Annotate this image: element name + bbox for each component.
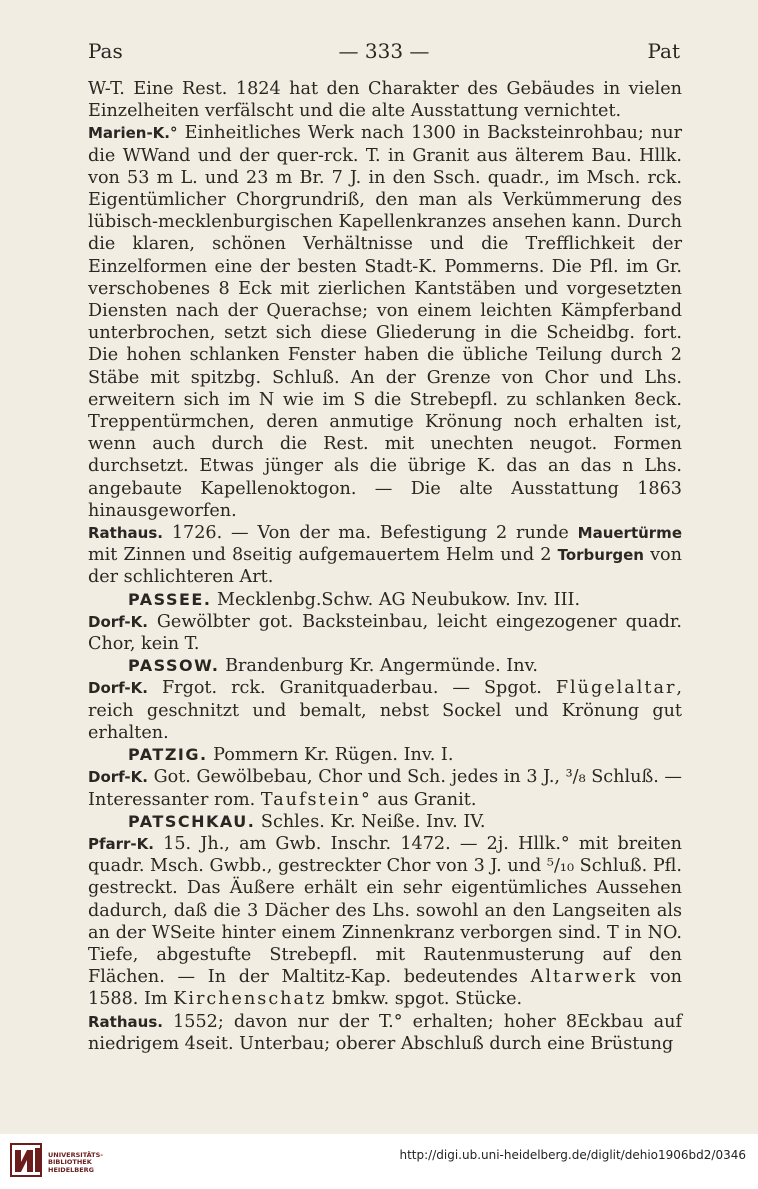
- spaced-term: Altarwerk: [530, 967, 638, 988]
- spaced-term: Taufstein°: [260, 789, 372, 810]
- place-heading: [88, 811, 682, 833]
- place-name: PATZIG.: [128, 745, 208, 765]
- paragraph-text: 1726. — Von der ma. Befestigung 2 runde: [162, 523, 578, 544]
- digitization-footer: [0, 1134, 758, 1189]
- paragraph-text: bmkw. spgot. Stücke.: [326, 989, 523, 1010]
- paragraph-text: Frgot. rck. Granitquaderbau. — Spgot.: [147, 678, 556, 699]
- bold-term: Mauertürme: [577, 524, 682, 543]
- entry-label: Pfarr-K.: [88, 834, 154, 853]
- paragraph-text: Einheitliches Werk nach 1300 in Backsteinrohbau; nur die WWand und der quer-rck. T. in Granit aus älterem Bau. Hllk. von 53 m L. und 23 m Br. 7 J. in den Ssch. quadr., im Msch. rck. Eigentümlicher Chorgrundriß, den man als Verkümmerung des lübisch-mecklenburgischen Kapellenkranzes ansehen kann. Durch die klaren, schönen Verhältnisse und die Trefflichkeit der Einzelformen eine der besten Stadt-K. Pommerns. Die Pfl. im Gr. verschobenes 8 Eck mit zierlichen Kantstäben und vorgesetzten Diensten nach der Querachse; von einem leichten Kämpferband unterbrochen, setzt sich diese Gliederung in die Scheidbg. fort. Die hohen schlanken Fenster haben die übliche Teilung durch 2 Stäbe mit spitzbg. Schluß. An der Grenze von Chor und Lhs. erweitern sich im N wie im S die Strebepfl. zu schlanken 8eck. Treppentürmchen, deren anmutige Krönung noch erhalten ist, wenn auch durch die Rest. mit unechten neugot. Formen durchsetzt. Etwas jünger als die übrige K. das an das n Lhs. angebaute Kapellenoktogon. — Die alte Ausstattung 1863 hinausgeworfen.: [88, 123, 682, 521]
- logo-line: UNIVERSITÄTS-: [48, 1151, 103, 1159]
- bold-term: Torburgen: [557, 546, 644, 565]
- library-logo[interactable]: [10, 1140, 130, 1184]
- paragraph-text: mit Zinnen und 8seitig aufgemauertem Helm und 2: [88, 545, 558, 566]
- paragraph-text: von 1588. Im: [88, 967, 682, 1010]
- entry-label: Dorf-K.: [88, 612, 148, 631]
- paragraph-text: Gewölbter got. Backsteinbau, leicht eingezogener quadr. Chor, kein T.: [88, 611, 682, 655]
- paragraph-text: 15. Jh., am Gwb. Inschr. 1472. — 2j. Hllk.° mit breiten quadr. Msch. Gwbb., gestreckter Chor von 3 J. und ⁵/₁₀ Schluß. Pfl. gestreckt. Das Äußere erhält ein sehr eigentümliches Aussehen dadurch, daß die 3 Dächer des Lhs. sowohl an den Langseiten als an der WSeite hinter einem Zinnenkranz verborgen sind. T in NO. Tiefe, abgestufte Strebepfl. mit Rautenmusterung auf den Flächen. — In der Maltitz-Kap. bedeutendes: [88, 833, 682, 988]
- place-name: PASSEE.: [128, 589, 212, 609]
- place-heading: [88, 744, 682, 766]
- source-url-link[interactable]: http://digi.ub.uni-heidelberg.de/diglit/dehio1906bd2/0346: [399, 1148, 746, 1162]
- spaced-term: Kirchenschatz: [173, 989, 327, 1010]
- entry-label: Rathaus.: [88, 1012, 163, 1031]
- logo-line: HEIDELBERG: [48, 1165, 95, 1174]
- entry-label: Dorf-K.: [88, 679, 148, 698]
- logo-line: BIBLIOTHEK: [48, 1158, 92, 1167]
- paragraph: [88, 677, 682, 744]
- running-header: [88, 36, 680, 66]
- entry-label: Dorf-K.: [88, 768, 148, 787]
- paragraph-text: von der schlichteren Art.: [88, 545, 682, 588]
- header-right: Pat: [647, 39, 680, 63]
- paragraph-text: 1552; davon nur der T.° erhalten; hoher 8Eckbau auf niedrigem 4seit. Unterbau; oberer Abschluß durch eine Brüstung: [88, 1011, 682, 1054]
- place-heading: [88, 589, 682, 611]
- paragraph: [88, 78, 682, 122]
- page-number: — 333 —: [338, 39, 430, 63]
- paragraph: [88, 611, 682, 655]
- place-region: Pommern Kr. Rügen. Inv. I.: [207, 745, 454, 766]
- spaced-term: Flügelaltar: [555, 678, 677, 699]
- place-heading: [88, 655, 682, 677]
- paragraph: [88, 833, 682, 1011]
- place-region: Brandenburg Kr. Angermünde. Inv.: [219, 656, 538, 677]
- paragraph: [88, 522, 682, 589]
- paragraph-text: aus Granit.: [371, 789, 477, 810]
- paragraph-text: Got. Gewölbebau, Chor und Sch. jedes in 3 J., ³/₈ Schluß. — Interessanter rom.: [88, 767, 682, 810]
- place-name: PATSCHKAU.: [128, 811, 256, 831]
- library-emblem-icon: [10, 1140, 44, 1180]
- entry-label: Marien-K.°: [88, 124, 178, 143]
- text-body: [88, 78, 682, 1055]
- place-region: Mecklenbg.Schw. AG Neubukow. Inv. III.: [211, 589, 581, 610]
- header-left: Pas: [88, 39, 123, 63]
- paragraph: [88, 1011, 682, 1055]
- paragraph-text: , reich geschnitzt und bemalt, nebst Sockel und Krönung gut erhalten.: [88, 678, 682, 743]
- paragraph: [88, 122, 682, 522]
- library-name: [48, 1152, 103, 1174]
- entry-label: Rathaus.: [88, 524, 163, 543]
- paragraph-text: W-T. Eine Rest. 1824 hat den Charakter des Gebäudes in vielen Einzelheiten verfälscht und die alte Ausstattung vernichtet.: [88, 79, 682, 122]
- paragraph: [88, 766, 682, 810]
- place-region: Schles. Kr. Neiße. Inv. IV.: [255, 811, 486, 832]
- place-name: PASSOW.: [128, 656, 220, 676]
